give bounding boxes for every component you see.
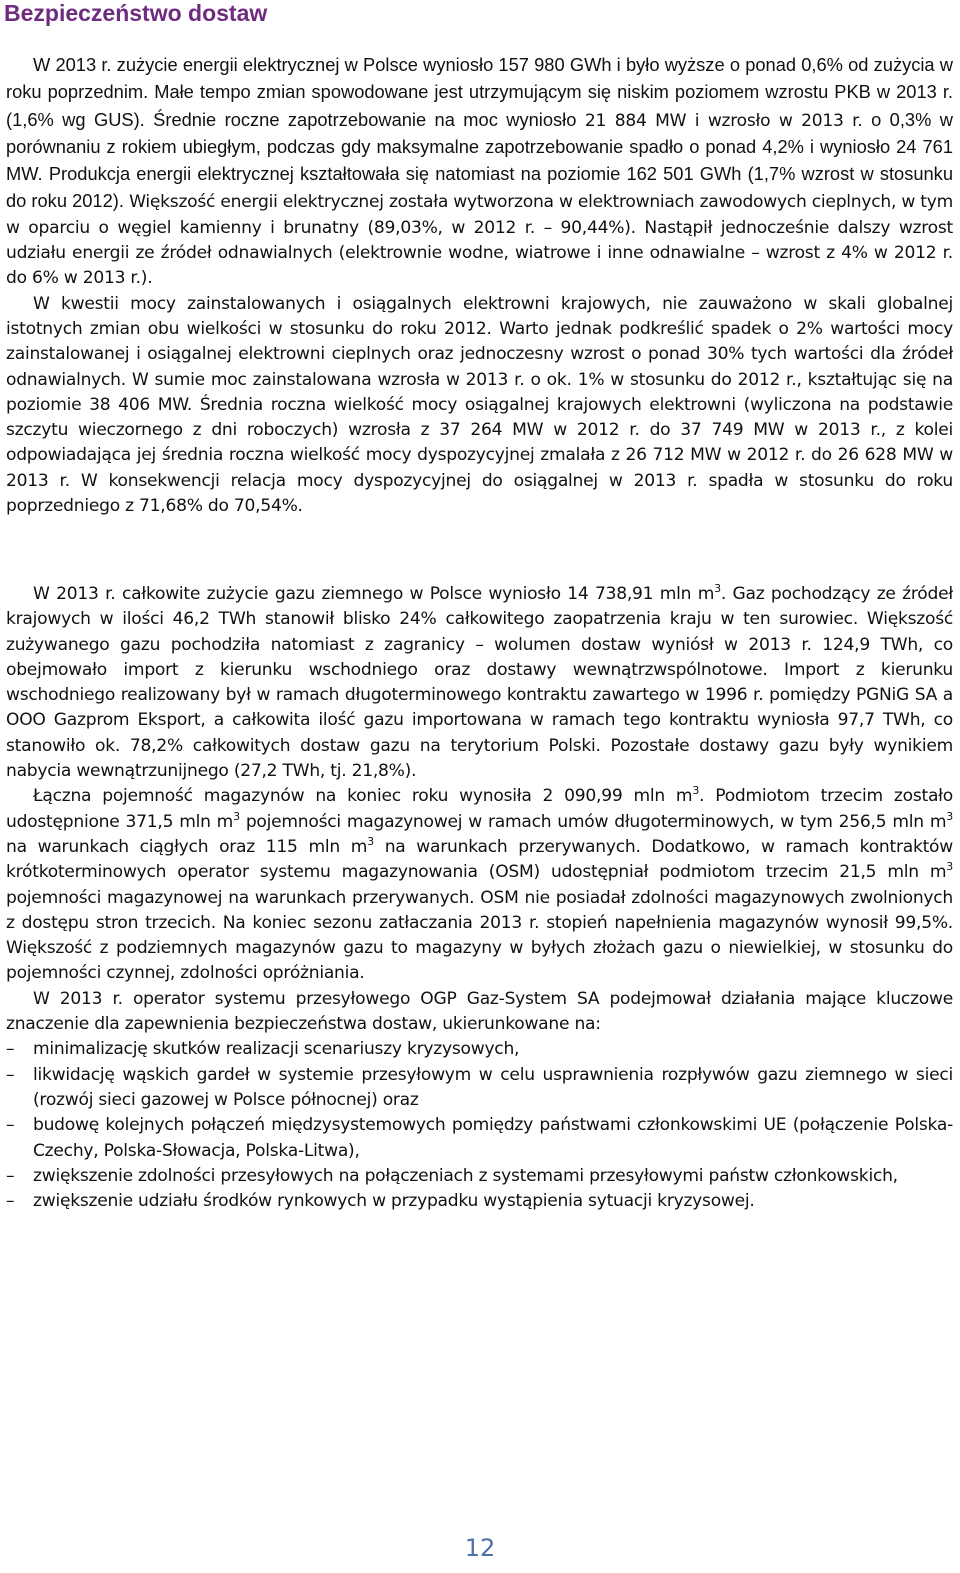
superscript: 3	[692, 784, 700, 798]
list-item-text: zwiększenie udziału środków rynkowych w przypadku wystąpienia sytuacji kryzysowej.	[33, 1191, 755, 1212]
gas-section	[6, 582, 953, 1214]
paragraph: W kwestii mocy zainstalowanych i osiągalnych elektrowni krajowych, nie zauważono w skali globalnej istotnych zmian obu wielkości w stosunku do roku 2012. Warto jednak podkreślić spadek o 2% wartości mocy zainstalowanej i osiągalnej elektrowni cieplnych oraz jednoczesny wzrost o ponad 30% tych wartości dla źródeł odnawialnych. W sumie moc zainstalowana wzrosła w 2013 r. o ok. 1% w stosunku do 2012 r., kształtując się na poziomie 38 406 MW. Średnia roczna wielkość mocy osiągalnej krajowych elektrowni (wyliczona na podstawie szczytu wieczornego z dni roboczych) wzrosła z 37 264 MW w 2012 r. do 37 749 MW w 2013 r., z kolei odpowiadająca jej średnia roczna wielkość mocy dyspozycyjnej zmalała z 26 712 MW w 2012 r. do 26 628 MW w 2013 r. W konsekwencji relacja mocy dyspozycyjnej do osiągalnej w 2013 r. spadła w stosunku do roku poprzedniego z 71,68% do 70,54%.	[6, 293, 953, 517]
text-run: na warunkach ciągłych oraz 115 mln m	[6, 836, 368, 857]
paragraph	[6, 784, 953, 986]
list-item	[6, 1113, 953, 1164]
list-item-text: likwidację wąskich gardeł w systemie przesyłowym w celu usprawnienia rozpływów gazu ziemnego w sieci (rozwój sieci gazowej w Polsce północnej) oraz	[33, 1064, 953, 1110]
text-run: pojemności magazynowej w ramach umów długoterminowych, w tym 256,5 mln m	[239, 811, 947, 832]
page-number: 12	[464, 1534, 496, 1562]
bullet-dash: –	[6, 1165, 15, 1186]
electricity-section	[6, 52, 953, 519]
section-heading: Bezpieczeństwo dostaw	[4, 0, 268, 26]
paragraph	[6, 52, 953, 292]
list-item	[6, 1037, 953, 1062]
bullet-dash: –	[6, 1191, 15, 1212]
superscript: 3	[946, 860, 953, 874]
list-item	[6, 1164, 953, 1189]
superscript: 3	[367, 834, 374, 848]
text-run: o 0,3% w porównaniu z rokiem ubiegłym, podczas gdy maksymalne zapotrzebowanie spadło o ponad 4,2% i wyniosło 24 761 MW.	[6, 108, 953, 185]
bullet-dash: –	[6, 1039, 15, 1060]
text-run: pojemności magazynowej na warunkach przerywanych. OSM nie posiadał zdolności magazynowych zwolnionych z dostępu stron trzecich. Na koniec sezonu zatłaczania 2013 r. stopień napełnienia magazynów wynosił 99,5%. Większość z podziemnych magazynów gazu to magazyny w byłych złożach gazu o niewielkiej, w stosunku do pojemności czynnej, zdolności opróżniania.	[6, 887, 953, 984]
text-run: Większość energii elektrycznej została wytworzona w elektrowniach zawodowych cieplnych, w tym w oparciu o węgiel kamienny i brunatny (89,03%, w 2012 r. – 90,44%). Nastąpił jednocześnie dalszy wzrost udziału energii ze źródeł odnawialnych (elektrownie wodne, wiatrowe i inne odnawialne – wzrost z 4% w 2012 r. do 6% w 2013 r.).	[6, 192, 953, 289]
bullet-dash: –	[6, 1064, 15, 1085]
text-run: . Gaz pochodzący ze źródeł krajowych w ilości 46,2 TWh stanowił blisko 24% całkowitego zaopatrzenia kraju w ten surowiec. Większość zużywanego gazu pochodziła natomiast z zagranicy – wolumen dostaw wyniósł w 2013 r. 124,9 TWh, co obejmowało import z kierunku wschodniego oraz dostawy wewnątrzwspólnotowe. Import z kierunku wschodniego realizowany był w ramach długoterminowego kontraktu zawartego w 1996 r. pomiędzy PGNiG SA a OOO Gazprom Eksport, a całkowita ilość gazu importowana w ramach tego kontraktu wyniosła 97,7 TWh, co stanowiło ok. 78,2% całkowitych dostaw gazu na terytorium Polski. Pozostałe dostawy gazu były wynikiem nabycia wewnątrzunijnego (27,2 TWh, tj. 21,8%).	[6, 584, 953, 782]
superscript: 3	[714, 582, 721, 595]
text-run: W 2013 r. całkowite zużycie gazu ziemnego w Polsce wyniosło 14 738,91 mln m	[33, 584, 715, 604]
text-run: Produkcja energii elektrycznej kształtowała się natomiast na poziomie 162 501 GWh (1,7% wzrost w stosunku do roku 2012).	[6, 163, 953, 212]
text-run: na warunkach przerywanych. Dodatkowo, w ramach kontraktów krótkoterminowych operator systemu magazynowania (OSM) udostępniał podmiotom trzecim 21,5 mln m	[6, 836, 953, 883]
list-item-text: minimalizację skutków realizacji scenariuszy kryzysowych,	[33, 1039, 520, 1060]
list-item	[6, 1063, 953, 1114]
text-run: . Podmiotom trzecim zostało udostępnione 371,5 mln m	[6, 786, 953, 832]
list-item-text: zwiększenie zdolności przesyłowych na połączeniach z systemami przesyłowymi państw członkowskich,	[33, 1165, 898, 1186]
text-run: 21 884 MW i wzrosło w 2013 r.	[584, 110, 863, 131]
paragraph	[6, 582, 953, 784]
paragraph: W 2013 r. operator systemu przesyłowego OGP Gaz-System SA podejmował działania mające kluczowe znaczenie dla zapewnienia bezpieczeństwa dostaw, ukierunkowane na:	[6, 988, 953, 1035]
bullet-dash: –	[6, 1115, 15, 1136]
superscript: 3	[233, 809, 240, 823]
text-run: Łączna pojemność magazynów na koniec roku wynosiła 2 090,99 mln m	[33, 786, 693, 807]
list-item	[6, 1189, 953, 1214]
list-item-text: budowę kolejnych połączeń międzysystemowych pomiędzy państwami członkowskimi UE (połączenie Polska-Czechy, Polska-Słowacja, Polska-Litwa),	[33, 1115, 953, 1161]
superscript: 3	[946, 809, 953, 823]
text-run: W 2013 r. zużycie energii elektrycznej w Polsce wyniosło 157 980 GWh i było wyższe o ponad 0,6% od zużycia w roku poprzednim. Małe tempo zmian spowodowane jest utrzymującym się niskim poziomem wzrostu PKB w 2013 r. (1,6% wg GUS). Średnie roczne zapotrzebowanie na moc wyniosło	[6, 54, 953, 130]
bullet-list	[6, 1037, 953, 1214]
